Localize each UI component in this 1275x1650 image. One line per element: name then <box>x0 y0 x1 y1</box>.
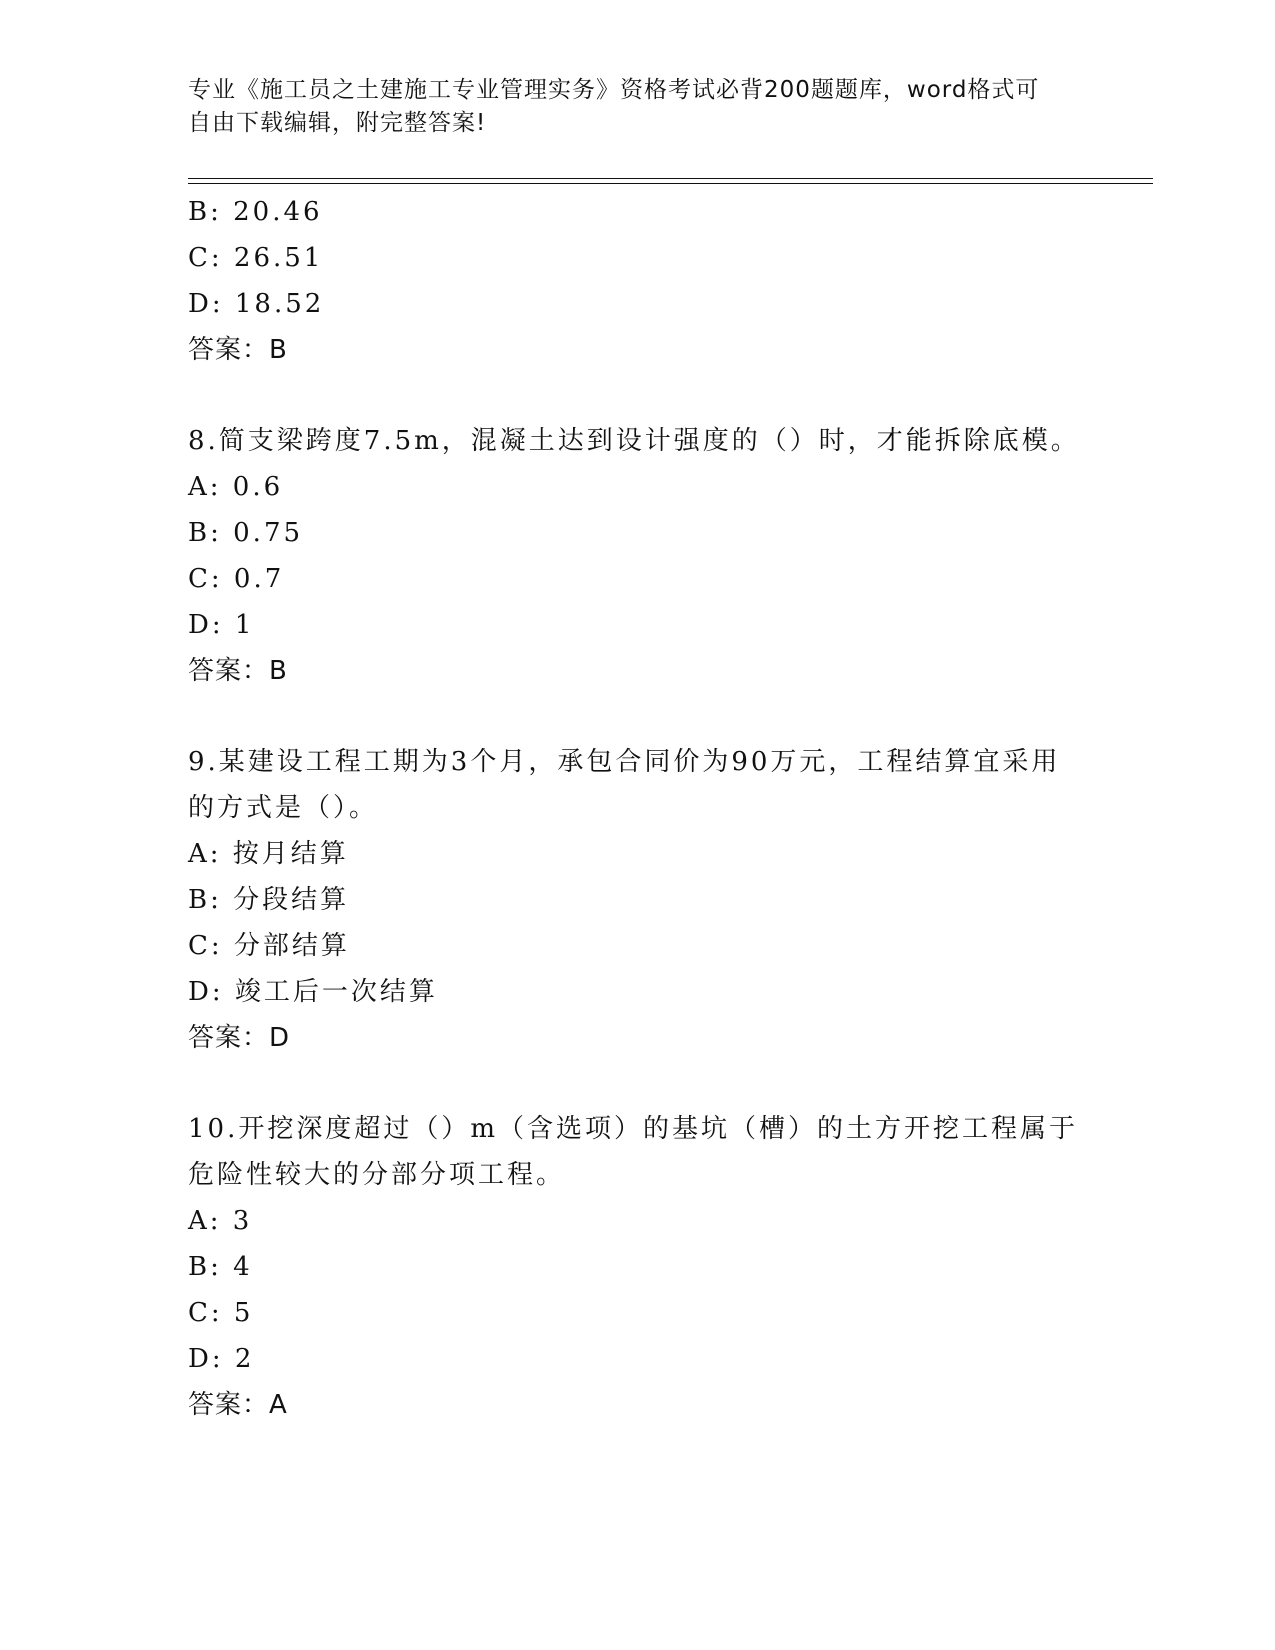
option-b: B: 4 <box>188 1252 253 1282</box>
answer-line: 答案：B <box>188 335 288 365</box>
option-a: A: 0.6 <box>188 472 284 502</box>
document-header <box>188 74 1068 140</box>
spacer <box>188 1061 1088 1106</box>
question-stem: 9.某建设工程工期为3个月，承包合同价为90万元，工程结算宜采用 <box>188 747 1061 777</box>
option-a: A: 按月结算 <box>188 839 349 869</box>
option-c: C: 5 <box>188 1298 254 1328</box>
question-stem: 8.简支梁跨度7.5m，混凝土达到设计强度的（）时，才能拆除底模。 <box>188 426 1080 456</box>
question-stem: 10.开挖深度超过（）m（含选项）的基坑（槽）的土方开挖工程属于 <box>188 1114 1079 1144</box>
spacer <box>188 694 1088 739</box>
option-c: C: 26.51 <box>188 243 324 273</box>
option-c: C: 分部结算 <box>188 931 350 961</box>
option-d: D: 1 <box>188 610 255 640</box>
header-title-line-2: 自由下载编辑，附完整答案! <box>188 110 487 136</box>
option-d: D: 18.52 <box>188 289 325 319</box>
question-8 <box>188 418 1088 694</box>
option-a: A: 3 <box>188 1206 253 1236</box>
header-divider-bottom <box>188 183 1153 184</box>
answer-line: 答案：B <box>188 656 288 686</box>
option-b: B: 0.75 <box>188 518 304 548</box>
option-b: B: 分段结算 <box>188 885 350 915</box>
prev-question-block <box>188 189 1088 373</box>
spacer <box>188 373 1088 418</box>
header-divider-top <box>188 178 1153 179</box>
option-d: D: 2 <box>188 1344 255 1374</box>
option-b: B: 20.46 <box>188 197 323 227</box>
header-title-line-1: 专业《施工员之土建施工专业管理实务》资格考试必背200题题库，word格式可 <box>188 77 1040 103</box>
question-content <box>188 189 1088 1428</box>
answer-line: 答案：D <box>188 1023 291 1053</box>
question-stem-continued: 危险性较大的分部分项工程。 <box>188 1160 566 1190</box>
option-c: C: 0.7 <box>188 564 285 594</box>
question-9 <box>188 739 1088 1061</box>
option-d: D: 竣工后一次结算 <box>188 977 438 1007</box>
question-10 <box>188 1106 1088 1428</box>
question-stem-continued: 的方式是（）。 <box>188 793 379 823</box>
answer-line: 答案：A <box>188 1390 288 1420</box>
